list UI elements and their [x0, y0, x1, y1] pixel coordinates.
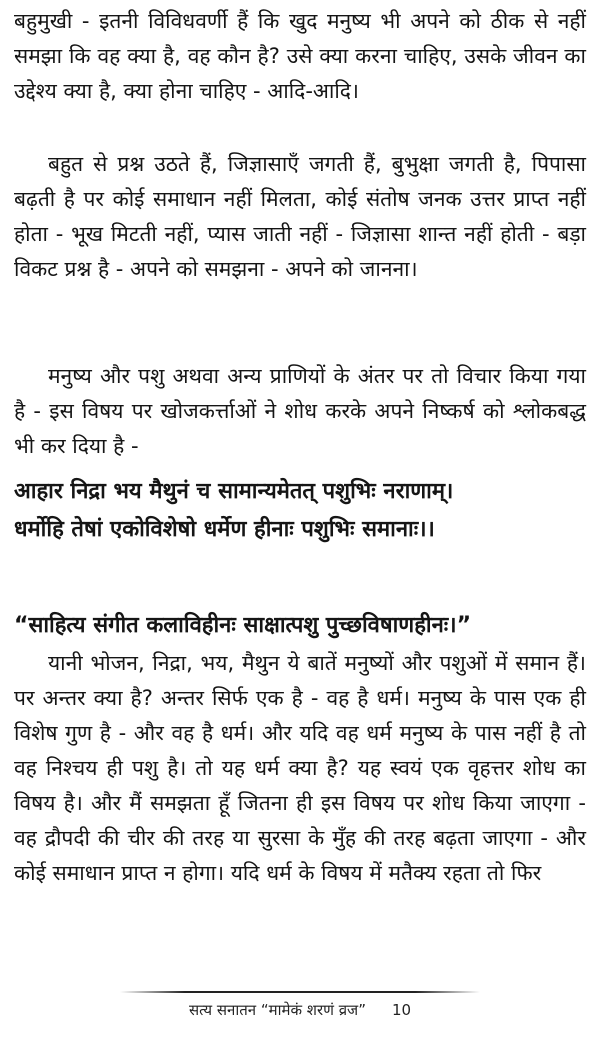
paragraph-continuation: बहुमुखी - इतनी विविधवर्णी हैं कि खुद मनुष्य भी अपने को ठीक से नहीं समझा कि वह क्या है, वह कौन है? उसे क्या करना चाहिए, उसके जीवन का उद्देश्य क्या है, क्या होना चाहिए - आदि-आदि। [14, 9, 586, 103]
paragraph-questions: बहुत से प्रश्न उठते हैं, जिज्ञासाएँ जगती हैं, बुभुक्षा जगती है, पिपासा बढ़ती है पर कोई समाधान नहीं मिलता, कोई संतोष जनक उत्तर प्राप्त नहीं होता - भूख मिटती नहीं, प्यास जाती नहीं - जिज्ञासा शान्त नहीं होती - बड़ा विकट प्रश्न है - अपने को समझना - अपने को जानना। [14, 152, 586, 281]
sanskrit-quote: “साहित्य संगीत कलाविहीनः साक्षात्पशु पुच्छविषाणहीनः।” [14, 613, 472, 638]
page-number: 10 [391, 1001, 412, 1019]
shloka-line-1: आहार निद्रा भय मैथुनं च सामान्यमेतत् पशुभिः नराणाम्। [14, 479, 454, 504]
paragraph-human-animal: मनुष्य और पशु अथवा अन्य प्राणियों के अंतर पर तो विचार किया गया है - इस विषय पर खोजकर्त्ताओं ने शोध करके अपने निष्कर्ष को श्लोकबद्ध भी कर दिया है - [14, 364, 586, 458]
page-footer [0, 1000, 600, 1020]
running-title: सत्य सनातन “मामेकं शरणं व्रज” [188, 1001, 366, 1019]
paragraph-dharma: यानी भोजन, निद्रा, भय, मैथुन ये बातें मनुष्यों और पशुओं में समान हैं। पर अन्तर क्या है? अन्तर सिर्फ एक है - वह है धर्म। मनुष्य के पास एक ही विशेष गुण है - और वह है धर्म। और यदि वह धर्म मनुष्य के पास नहीं है तो वह निश्चय ही पशु है। तो यह धर्म क्या है? यह स्वयं एक वृहत्तर शोध का विषय है। और मैं समझता हूँ जितना ही इस विषय पर शोध किया जाएगा - वह द्रौपदी की चीर की तरह या सुरसा के मुँह की तरह बढ़ता जाएगा - और कोई समाधान प्राप्त न होगा। यदि धर्म के विषय में मतैक्य रहता तो फिर [14, 651, 586, 885]
shloka-line-2: धर्मोहि तेषां एकोविशेषो धर्मेण हीनाः पशुभिः समानाः।। [14, 517, 435, 542]
footer-divider [120, 991, 480, 993]
